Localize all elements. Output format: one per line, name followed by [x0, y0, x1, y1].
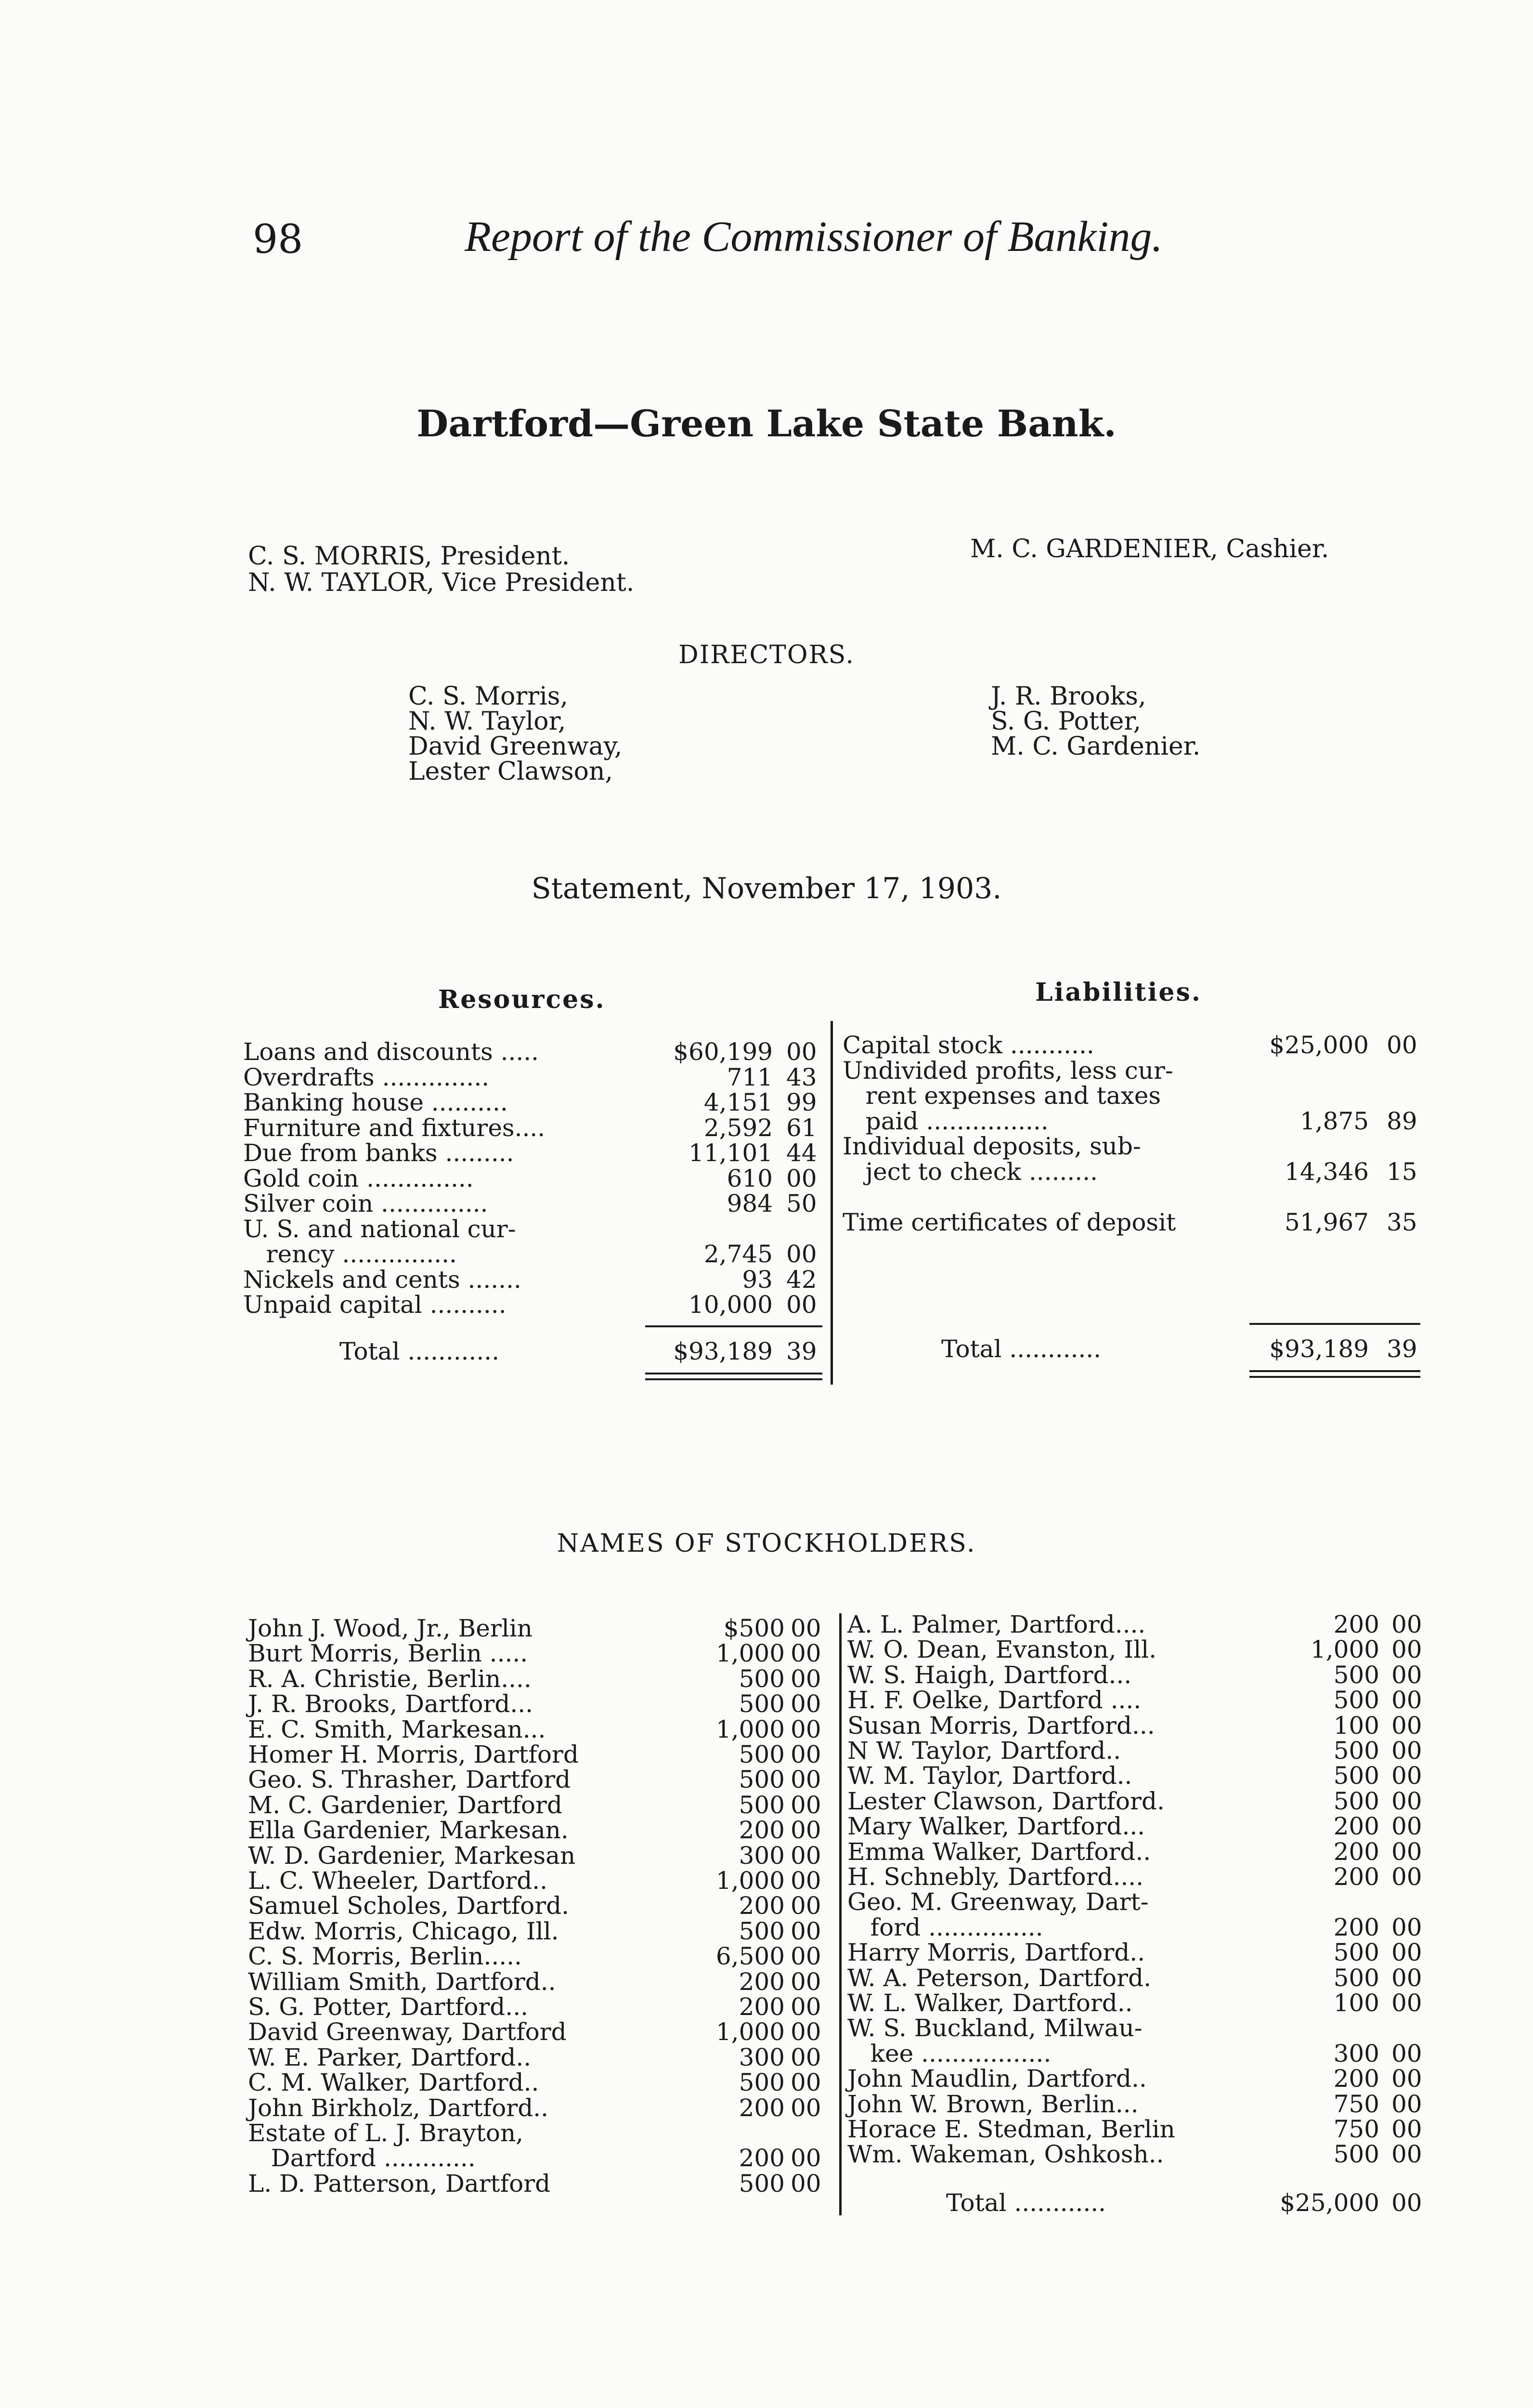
stockholder-row — [847, 1839, 1430, 1864]
amount-cents: 00 — [1391, 1762, 1422, 1790]
resource-label: Furniture and fixtures.... — [243, 1113, 546, 1142]
total-dollars: $25,000 — [1280, 2189, 1379, 2217]
amount-dollars: 984 — [727, 1190, 773, 1217]
amount-dollars: $60,199 — [673, 1038, 773, 1066]
total-row — [843, 1336, 1425, 1361]
stockholder-row — [248, 2095, 826, 2120]
director-name: N. W. Taylor, — [408, 707, 566, 736]
resource-row — [243, 1065, 821, 1090]
amount-cents: 00 — [791, 1715, 821, 1743]
stockholder-row — [248, 1767, 826, 1792]
resources-total-double-rule — [645, 1378, 822, 1380]
stockholder-name: W. O. Dean, Evanston, Ill. — [847, 1636, 1156, 1664]
amount-dollars: 2,745 — [703, 1240, 773, 1268]
total-cents: 00 — [1391, 2189, 1422, 2217]
total-label: Total ............ — [339, 1337, 500, 1365]
amount-cents: 00 — [1391, 1661, 1422, 1689]
resource-label: Overdrafts .............. — [243, 1063, 490, 1091]
stockholder-row — [847, 2092, 1430, 2117]
amount-dollars: 11,101 — [689, 1139, 773, 1167]
stockholder-row — [847, 1738, 1430, 1763]
amount-cents: 00 — [1391, 1863, 1422, 1891]
amount-cents: 00 — [786, 1240, 817, 1268]
resource-label: Banking house .......... — [243, 1088, 508, 1116]
amount-cents: 00 — [1391, 1938, 1422, 1967]
amount-dollars: 200 — [1333, 1913, 1379, 1941]
amount-dollars: 2,592 — [703, 1113, 773, 1142]
stockholder-name: L. D. Patterson, Dartford — [248, 2169, 551, 2198]
amount-cents: 00 — [791, 1993, 821, 2021]
amount-cents: 00 — [786, 1291, 817, 1319]
total-dollars: $93,189 — [673, 1337, 773, 1365]
resource-label: Due from banks ......... — [243, 1139, 514, 1167]
stockholder-name: Emma Walker, Dartford.. — [847, 1837, 1151, 1866]
stockholder-row — [847, 2066, 1430, 2091]
liability-label: paid ................ — [843, 1107, 1049, 1135]
amount-cents: 00 — [791, 2043, 821, 2071]
amount-cents: 00 — [791, 1664, 821, 1693]
amount-cents: 00 — [1391, 1610, 1422, 1638]
liabilities-total-rule — [1249, 1323, 1420, 1325]
amount-dollars: 500 — [739, 1664, 785, 1693]
amount-dollars: 100 — [1333, 1989, 1379, 2017]
stockholder-name: John J. Wood, Jr., Berlin — [248, 1614, 533, 1642]
stockholder-name: R. A. Christie, Berlin.... — [248, 1664, 532, 1693]
liability-row — [843, 1083, 1425, 1108]
stockholder-name: David Greenway, Dartford — [248, 2018, 567, 2046]
stockholder-name: A. L. Palmer, Dartford.... — [847, 1610, 1146, 1638]
amount-cents: 00 — [1391, 1812, 1422, 1841]
stockholder-name: M. C. Gardenier, Dartford — [248, 1791, 562, 1819]
running-head: Report of the Commissioner of Banking. — [465, 213, 1163, 261]
amount-cents: 00 — [791, 1841, 821, 1870]
stockholder-row — [847, 1915, 1430, 1940]
amount-dollars: 500 — [739, 1690, 785, 1718]
stockholder-name: John Maudlin, Dartford.. — [847, 2065, 1147, 2093]
amount-cents: 00 — [1391, 2115, 1422, 2143]
amount-cents: 00 — [791, 1816, 821, 1845]
stockholders-column-divider — [839, 1613, 842, 2215]
stockholder-name: C. M. Walker, Dartford.. — [248, 2068, 539, 2097]
stockholder-name: Horace E. Stedman, Berlin — [847, 2115, 1175, 2143]
amount-cents: 00 — [1391, 2140, 1422, 2169]
stockholder-row — [847, 1662, 1430, 1688]
stockholder-row — [248, 2019, 826, 2044]
amount-dollars: 93 — [742, 1265, 773, 1294]
resource-label: U. S. and national cur- — [243, 1215, 516, 1243]
amount-dollars: 500 — [739, 2169, 785, 2198]
amount-dollars: 1,000 — [715, 2018, 785, 2046]
amount-dollars: 500 — [1333, 1686, 1379, 1714]
amount-dollars: 200 — [739, 2094, 785, 2122]
stockholder-name: H. Schnebly, Dartford.... — [847, 1863, 1144, 1891]
resource-label: Unpaid capital .......... — [243, 1291, 507, 1319]
stockholder-row — [847, 1965, 1430, 1990]
amount-dollars: 500 — [1333, 1762, 1379, 1790]
stockholder-name: Harry Morris, Dartford.. — [847, 1938, 1145, 1967]
liabilities-total-double-rule — [1249, 1376, 1420, 1378]
stockholder-row — [847, 1814, 1430, 1839]
stockholder-row — [248, 1793, 826, 1818]
stockholder-name: E. C. Smith, Markesan... — [248, 1715, 546, 1743]
amount-dollars: 500 — [739, 1791, 785, 1819]
resource-row — [243, 1166, 821, 1191]
director-name: C. S. Morris, — [408, 682, 568, 711]
stockholder-row — [248, 1691, 826, 1716]
total-row — [243, 1339, 821, 1364]
amount-cents: 00 — [1391, 2065, 1422, 2093]
stockholder-row — [248, 2045, 826, 2070]
amount-cents: 00 — [791, 1967, 821, 1996]
amount-dollars: 200 — [739, 2144, 785, 2172]
stockholder-row — [248, 1616, 826, 1641]
resource-row — [243, 1115, 821, 1140]
stockholder-row — [847, 2142, 1430, 2167]
amount-dollars: 200 — [1333, 1837, 1379, 1866]
amount-dollars: 300 — [739, 2043, 785, 2071]
liability-row — [843, 1134, 1425, 1159]
amount-cents: 00 — [791, 2018, 821, 2046]
stockholder-row — [248, 1994, 826, 2019]
resource-row — [243, 1292, 821, 1317]
amount-cents: 99 — [786, 1088, 817, 1116]
stockholder-row — [847, 1763, 1430, 1788]
amount-cents: 00 — [1391, 1737, 1422, 1765]
cashier-name: M. C. GARDENIER, Cashier. — [970, 535, 1329, 563]
resource-row — [243, 1140, 821, 1165]
director-name: J. R. Brooks, — [991, 682, 1146, 711]
amount-cents: 00 — [791, 2094, 821, 2122]
stockholder-name: William Smith, Dartford.. — [248, 1967, 556, 1996]
stockholder-row — [847, 1637, 1430, 1662]
stockholder-row — [248, 1843, 826, 1868]
bank-title: Dartford—Green Lake State Bank. — [416, 402, 1117, 445]
stockholder-row — [248, 1893, 826, 1918]
amount-cents: 00 — [791, 1614, 821, 1642]
stockholder-name: W. S. Buckland, Milwau- — [847, 2014, 1143, 2042]
amount-cents: 00 — [791, 1892, 821, 1920]
vice-president-name: N. W. TAYLOR, Vice President. — [248, 568, 635, 597]
amount-cents: 35 — [1387, 1208, 1417, 1236]
stockholder-row — [248, 1919, 826, 1944]
amount-dollars: 1,000 — [715, 1867, 785, 1895]
stockholder-row — [248, 1868, 826, 1893]
resource-label: rency ............... — [243, 1240, 457, 1268]
amount-dollars: 51,967 — [1285, 1208, 1369, 1236]
amount-cents: 00 — [791, 1741, 821, 1768]
stockholder-row — [248, 1641, 826, 1666]
amount-cents: 00 — [1391, 1636, 1422, 1664]
stockholder-name: W. S. Haigh, Dartford... — [847, 1661, 1132, 1689]
amount-dollars: 200 — [1333, 1610, 1379, 1638]
amount-dollars: 500 — [1333, 1938, 1379, 1967]
stockholder-name: Geo. S. Thrasher, Dartford — [248, 1766, 571, 1794]
resource-row — [243, 1090, 821, 1115]
stockholder-row — [847, 1864, 1430, 1889]
amount-cents: 00 — [1391, 1913, 1422, 1941]
resources-total-rule — [645, 1325, 822, 1327]
statement-column-divider — [831, 1021, 833, 1385]
amount-cents: 00 — [791, 1942, 821, 1971]
liability-label: ject to check ......... — [843, 1157, 1098, 1186]
amount-cents: 61 — [786, 1113, 817, 1142]
total-cents: 39 — [1387, 1335, 1417, 1363]
stockholder-name: H. F. Oelke, Dartford .... — [847, 1686, 1142, 1714]
stockholder-name: Lester Clawson, Dartford. — [847, 1787, 1165, 1815]
stockholder-name: W. L. Walker, Dartford.. — [847, 1989, 1133, 2017]
amount-cents: 00 — [786, 1164, 817, 1192]
amount-dollars: 610 — [727, 1164, 773, 1192]
resources-total-double-rule — [645, 1373, 822, 1374]
amount-cents: 00 — [1391, 1963, 1422, 1992]
amount-cents: 00 — [791, 2068, 821, 2097]
amount-dollars: 200 — [1333, 1812, 1379, 1841]
stockholder-name: Edw. Morris, Chicago, Ill. — [248, 1917, 559, 1945]
stockholder-row — [847, 2117, 1430, 2142]
resource-row — [243, 1039, 821, 1064]
amount-dollars: 10,000 — [689, 1291, 773, 1319]
stockholder-row — [847, 2015, 1430, 2041]
amount-dollars: 500 — [739, 1917, 785, 1945]
amount-cents: 43 — [786, 1063, 817, 1091]
liability-row — [843, 1033, 1425, 1058]
stockholder-row — [847, 1889, 1430, 1914]
resource-row — [243, 1217, 821, 1242]
amount-dollars: 200 — [739, 1967, 785, 1996]
amount-cents: 00 — [791, 2144, 821, 2172]
amount-dollars: 500 — [1333, 1737, 1379, 1765]
amount-dollars: 500 — [739, 1741, 785, 1768]
amount-dollars: 500 — [1333, 1661, 1379, 1689]
liabilities-heading: Liabilities. — [1035, 978, 1202, 1007]
stockholder-name: C. S. Morris, Berlin..... — [248, 1942, 522, 1971]
amount-dollars: $500 — [723, 1614, 785, 1642]
director-name: Lester Clawson, — [408, 757, 613, 786]
amount-cents: 00 — [791, 1639, 821, 1668]
amount-dollars: 500 — [1333, 2140, 1379, 2169]
amount-dollars: 6,500 — [715, 1942, 785, 1971]
amount-dollars: 200 — [1333, 2065, 1379, 2093]
liability-row — [843, 1109, 1425, 1134]
stockholder-row — [847, 1789, 1430, 1814]
amount-cents: 42 — [786, 1265, 817, 1294]
stockholder-name: kee ................. — [847, 2039, 1052, 2068]
president-name: C. S. MORRIS, President. — [248, 542, 570, 571]
stockholder-row — [847, 1940, 1430, 1965]
amount-cents: 44 — [786, 1139, 817, 1167]
amount-dollars: 300 — [739, 1841, 785, 1870]
stockholder-name: Burt Morris, Berlin ..... — [248, 1639, 528, 1668]
stockholder-name: Susan Morris, Dartford... — [847, 1711, 1155, 1740]
amount-cents: 00 — [1391, 1989, 1422, 2017]
amount-cents: 00 — [1391, 1787, 1422, 1815]
amount-dollars: 1,000 — [1310, 1636, 1379, 1664]
stockholder-name: ford ............... — [847, 1913, 1043, 1941]
stockholder-name: W. M. Taylor, Dartford.. — [847, 1762, 1132, 1790]
stockholder-name: Geo. M. Greenway, Dart- — [847, 1888, 1149, 1916]
amount-dollars: 200 — [1333, 1863, 1379, 1891]
amount-dollars: 14,346 — [1285, 1157, 1369, 1186]
stockholder-name: Dartford ............ — [248, 2144, 476, 2172]
amount-dollars: 200 — [739, 1816, 785, 1845]
stockholder-name: John W. Brown, Berlin... — [847, 2090, 1139, 2118]
amount-dollars: 500 — [739, 1766, 785, 1794]
amount-cents: 50 — [786, 1190, 817, 1217]
amount-dollars: 1,000 — [715, 1639, 785, 1668]
stockholder-row — [248, 1969, 826, 1994]
amount-cents: 00 — [791, 1917, 821, 1945]
stockholder-row — [847, 2041, 1430, 2066]
amount-dollars: 500 — [739, 2068, 785, 2097]
total-dollars: $93,189 — [1269, 1335, 1369, 1363]
stockholder-name: Mary Walker, Dartford... — [847, 1812, 1145, 1841]
stockholder-row — [248, 1818, 826, 1843]
page-number: 98 — [253, 217, 303, 262]
stockholder-name: Wm. Wakeman, Oshkosh.. — [847, 2140, 1164, 2169]
stockholder-row — [847, 1612, 1430, 1637]
stockholder-name: L. C. Wheeler, Dartford.. — [248, 1867, 547, 1895]
stockholder-name: Homer H. Morris, Dartford — [248, 1741, 579, 1768]
stockholder-row — [847, 1688, 1430, 1713]
stockholder-name: J. R. Brooks, Dartford... — [248, 1690, 533, 1718]
stockholder-row — [847, 1990, 1430, 2015]
stockholder-row — [248, 1944, 826, 1969]
statement-title: Statement, November 17, 1903. — [531, 872, 1002, 905]
director-name: David Greenway, — [408, 732, 623, 761]
amount-dollars: 500 — [1333, 1963, 1379, 1992]
amount-dollars: 100 — [1333, 1711, 1379, 1740]
amount-dollars: 200 — [739, 1892, 785, 1920]
director-name: S. G. Potter, — [991, 707, 1141, 736]
amount-dollars: 1,000 — [715, 1715, 785, 1743]
total-row — [847, 2190, 1430, 2215]
stockholder-row — [248, 2120, 826, 2146]
liability-row — [843, 1058, 1425, 1083]
resource-row — [243, 1191, 821, 1216]
liability-label: rent expenses and taxes — [843, 1082, 1161, 1110]
amount-cents: 00 — [786, 1038, 817, 1066]
stockholder-name: Estate of L. J. Brayton, — [248, 2119, 524, 2147]
liability-label: Time certificates of deposit — [843, 1208, 1176, 1236]
stockholder-name: W. D. Gardenier, Markesan — [248, 1841, 576, 1870]
amount-cents: 00 — [791, 1690, 821, 1718]
directors-heading: DIRECTORS. — [678, 641, 855, 669]
stockholder-name: Samuel Scholes, Dartford. — [248, 1892, 570, 1920]
stockholder-name: N W. Taylor, Dartford.. — [847, 1737, 1121, 1765]
amount-cents: 00 — [791, 1867, 821, 1895]
liability-label: Individual deposits, sub- — [843, 1132, 1141, 1160]
resource-label: Nickels and cents ....... — [243, 1265, 521, 1294]
amount-dollars: 200 — [739, 1993, 785, 2021]
stockholder-name: John Birkholz, Dartford.. — [248, 2094, 548, 2122]
stockholder-row — [248, 1666, 826, 1691]
amount-cents: 00 — [1387, 1031, 1417, 1059]
stockholders-heading: NAMES OF STOCKHOLDERS. — [557, 1529, 976, 1558]
stockholder-name: W. E. Parker, Dartford.. — [248, 2043, 532, 2071]
amount-cents: 00 — [1391, 1837, 1422, 1866]
stockholder-row — [248, 1717, 826, 1742]
amount-cents: 00 — [1391, 1686, 1422, 1714]
stockholder-name: S. G. Potter, Dartford... — [248, 1993, 528, 2021]
amount-dollars: 750 — [1333, 2115, 1379, 2143]
stockholder-row — [847, 1713, 1430, 1738]
amount-cents: 00 — [791, 2169, 821, 2198]
resource-label: Silver coin .............. — [243, 1190, 488, 1217]
amount-cents: 89 — [1387, 1107, 1417, 1135]
stockholder-row — [248, 2146, 826, 2171]
liability-label: Undivided profits, less cur- — [843, 1056, 1173, 1085]
liability-row — [843, 1210, 1425, 1235]
amount-dollars: 500 — [1333, 1787, 1379, 1815]
resource-label: Loans and discounts ..... — [243, 1038, 539, 1066]
amount-dollars: 300 — [1333, 2039, 1379, 2068]
amount-cents: 00 — [1391, 1711, 1422, 1740]
resource-row — [243, 1267, 821, 1292]
total-label: Total ............ — [941, 1335, 1102, 1363]
total-cents: 39 — [786, 1337, 817, 1365]
resources-heading: Resources. — [438, 985, 606, 1014]
director-name: M. C. Gardenier. — [991, 732, 1201, 761]
stockholder-row — [248, 1742, 826, 1767]
amount-dollars: 4,151 — [703, 1088, 773, 1116]
amount-cents: 15 — [1387, 1157, 1417, 1186]
stockholder-name: W. A. Peterson, Dartford. — [847, 1963, 1151, 1992]
amount-dollars: 711 — [727, 1063, 773, 1091]
liability-row — [843, 1159, 1425, 1184]
stockholder-row — [248, 2171, 826, 2196]
directors-left-column — [408, 684, 622, 784]
amount-dollars: 1,875 — [1299, 1107, 1369, 1135]
liability-label: Capital stock ........... — [843, 1031, 1094, 1059]
amount-dollars: $25,000 — [1269, 1031, 1369, 1059]
amount-cents: 00 — [791, 1766, 821, 1794]
amount-cents: 00 — [791, 1791, 821, 1819]
resource-row — [243, 1242, 821, 1267]
amount-cents: 00 — [1391, 2090, 1422, 2118]
liabilities-total-double-rule — [1249, 1370, 1420, 1372]
stockholder-name: Ella Gardenier, Markesan. — [248, 1816, 569, 1845]
directors-right-column — [991, 684, 1200, 759]
amount-dollars: 750 — [1333, 2090, 1379, 2118]
amount-cents: 00 — [1391, 2039, 1422, 2068]
total-label: Total ............ — [946, 2189, 1106, 2217]
liability-row — [843, 1184, 1425, 1209]
resource-label: Gold coin .............. — [243, 1164, 474, 1192]
stockholder-row — [248, 2070, 826, 2095]
